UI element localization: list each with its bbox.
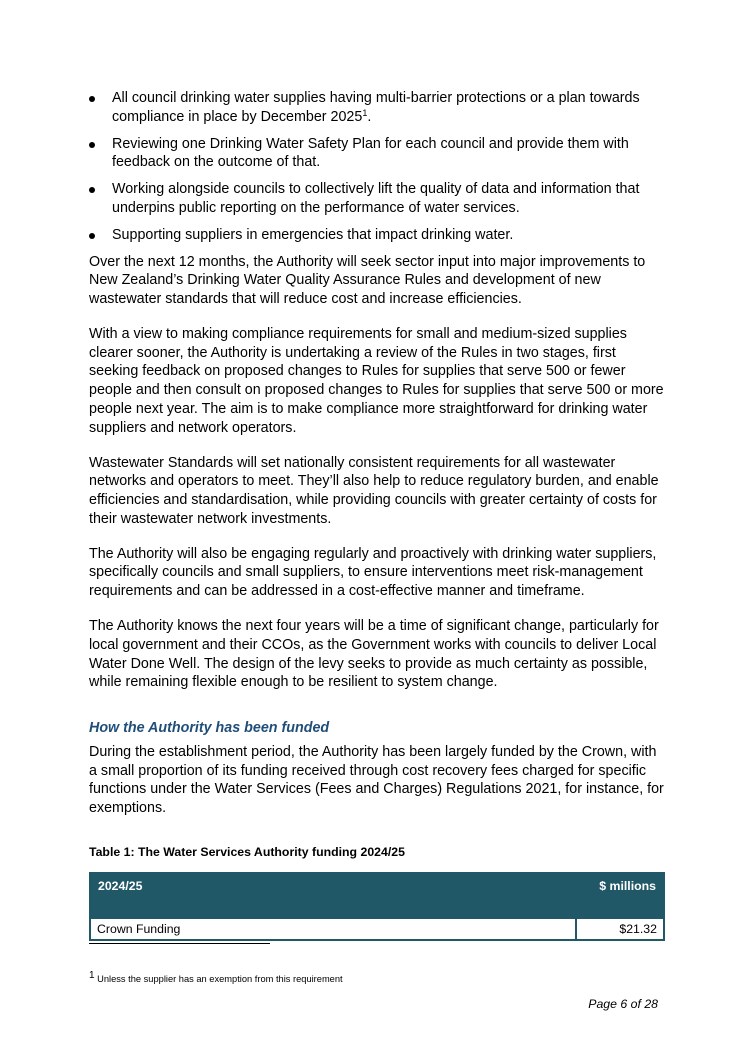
funding-paragraph: During the establishment period, the Authority has been largely funded by the Crown, with a small proportion of its funding received through cost recovery fees charged for specific functions under the Water Services (Fees and Charges) Regulations 2021, for instance, for exemptions. xyxy=(89,743,664,817)
footnote xyxy=(89,970,343,984)
bullet-text: All council drinking water supplies having multi-barrier protections or a plan towards compliance in place by December 2025 xyxy=(112,90,640,125)
bullet-text: Supporting suppliers in emergencies that impact drinking water. xyxy=(112,226,514,243)
body-paragraph: The Authority knows the next four years will be a time of significant change, particularly for local government and their CCOs, as the Government works with councils to deliver Local Water Done Well. The design of the levy seeks to provide as much certainty as possible, while remaining flexible enough to be resilient to system change. xyxy=(89,618,659,691)
body-paragraph: Over the next 12 months, the Authority will seek sector input into major improvements to New Zealand’s Drinking Water Quality Assurance Rules and development of new wastewater standards that will reduce cost and increase efficiencies. xyxy=(89,253,646,308)
list-item xyxy=(89,226,664,245)
section-heading: How the Authority has been funded xyxy=(89,719,330,736)
bullet-dot-icon xyxy=(89,187,95,193)
table-row xyxy=(90,918,664,940)
bullet-text: Working alongside councils to collectively lift the quality of data and information that underpins public reporting on the performance of water services. xyxy=(112,181,640,216)
table-caption: Table 1: The Water Services Authority funding 2024/25 xyxy=(89,844,405,859)
bullet-suffix: . xyxy=(367,108,372,125)
footnote-text: Unless the supplier has an exemption from this requirement xyxy=(97,974,343,984)
footnote-marker: 1 xyxy=(89,970,95,981)
body-paragraph: The Authority will also be engaging regularly and proactively with drinking water suppliers, specifically councils and small suppliers, to ensure interventions meet risk-management requirements and can be addressed in a cost-effective manner and timeframe. xyxy=(89,545,657,600)
body-paragraph: With a view to making compliance requirements for small and medium-sized supplies clearer sooner, the Authority is undertaking a review of the Rules in two stages, first seeking feedback on proposed changes to Rules for supplies that serve 500 or fewer people and then consult on proposed changes to Rules for supplies that serve 500 or more people next year. The aim is to make compliance more straightforward for drinking water suppliers and network operators. xyxy=(89,326,664,436)
footnote-divider xyxy=(89,943,270,944)
table-header-row xyxy=(90,873,664,918)
bullet-dot-icon xyxy=(89,233,95,239)
bullet-list xyxy=(89,89,664,244)
table-cell-value: $21.32 xyxy=(576,918,664,940)
table-cell-label: Crown Funding xyxy=(90,918,576,940)
column-header-year: 2024/25 xyxy=(90,873,576,918)
bullet-dot-icon xyxy=(89,142,95,148)
funding-table xyxy=(89,872,665,941)
footnote-reference[interactable]: 1 xyxy=(362,107,368,118)
list-item xyxy=(89,180,664,217)
list-item xyxy=(89,89,664,126)
bullet-dot-icon xyxy=(89,96,95,102)
bullet-text: Reviewing one Drinking Water Safety Plan for each council and provide them with feedback on the outcome of that. xyxy=(112,135,629,171)
body-paragraph: Wastewater Standards will set nationally consistent requirements for all wastewater networks and operators to meet. They’ll also help to reduce regulatory burden, and enable efficiencies and standardisation, while providing councils with greater certainty of costs for their wastewater network investments. xyxy=(89,454,659,527)
list-item xyxy=(89,135,664,172)
document-page xyxy=(89,89,664,941)
column-header-amount: $ millions xyxy=(576,873,664,918)
page-number: Page 6 of 28 xyxy=(588,997,658,1011)
